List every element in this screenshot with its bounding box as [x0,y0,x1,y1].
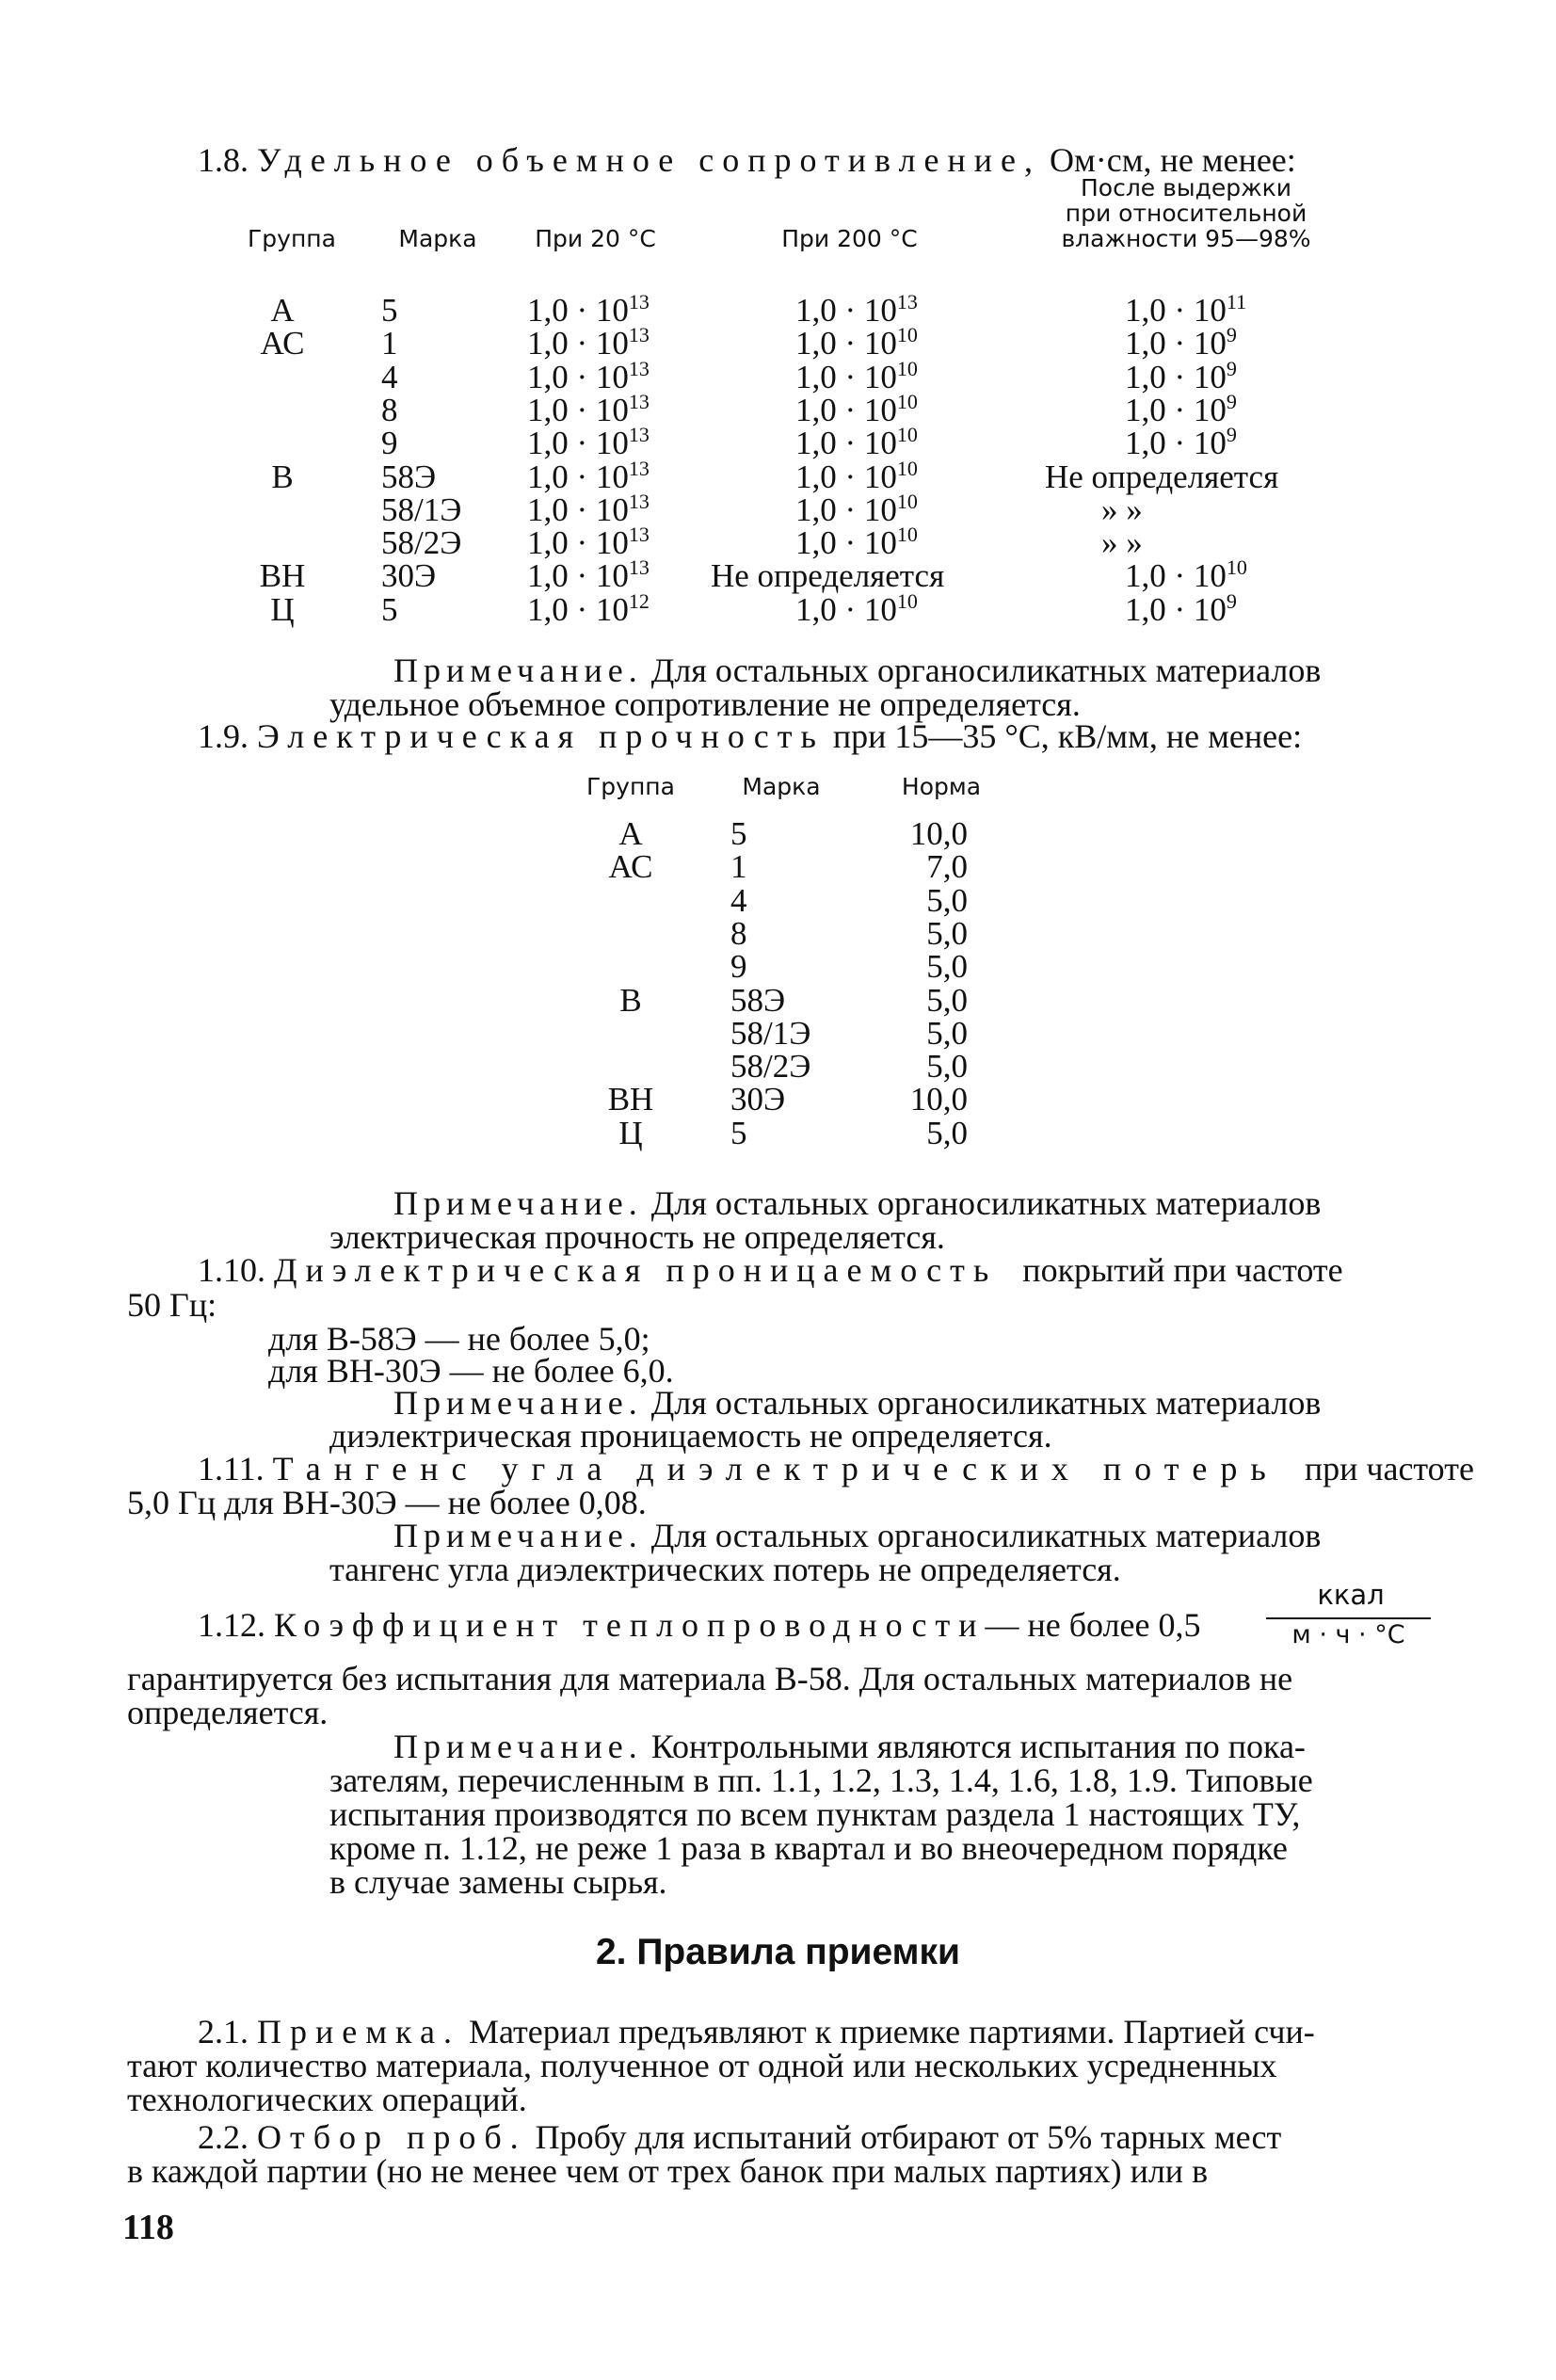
cell-norm: 5,0 [926,981,968,1019]
cell-group: Ц [270,590,295,628]
fraction-numerator: ккал [1317,1579,1385,1611]
note-1-12-line4: кроме п. 1.12, не реже 1 раза в квартал и во внеочередном порядке [329,1829,1288,1867]
cell-norm: 10,0 [909,815,968,852]
note-1-10-line2: диэлектрическая проницаемость не определяется. [329,1417,1052,1455]
cell-20c: $1,0 \cdot 10^{13}$ [527,356,650,395]
cell-group: Ц [618,1114,643,1151]
note-1-12-line2: зателям, перечисленным в пп. 1.1, 1.2, 1.3, 1.4, 1.6, 1.8, 1.9. Типовые [329,1761,1313,1799]
section-1-9-heading: 1.9. Электрическая прочность при 15—35 °С, кВ/мм, не менее: [198,717,1303,755]
cell-humidity: $1,0 \cdot 10^9$ [1125,423,1237,462]
page-number: 118 [122,2208,174,2247]
cell-humidity: $1,0 \cdot 10^9$ [1125,323,1237,362]
note-1-12-line5: в случае замены сырья. [329,1863,667,1901]
cell-humidity: $1,0 \cdot 10^9$ [1125,588,1237,628]
para-2-2-line1: 2.2. Отбор проб. Пробу для испытаний отбирают от 5% тарных мест [198,2118,1282,2156]
cell-group: В [619,981,642,1019]
cell-mark: 9 [381,425,398,462]
cell-mark: 58Э [730,981,786,1019]
cell-group: ВН [607,1081,654,1118]
cell-20c: $1,0 \cdot 10^{13}$ [527,456,650,495]
cell-mark: 4 [730,881,747,919]
cell-200c: $1,0 \cdot 10^{10}$ [795,456,918,495]
cell-mark: 5 [730,1114,747,1151]
cell-20c: $1,0 \cdot 10^{13}$ [527,423,650,462]
cell-humidity: Не определяется [1045,458,1279,495]
cell-mark: 5 [730,815,747,852]
table2-header-norm: Норма [901,773,982,800]
section-1-12-heading: 1.12. Коэффициент теплопроводности— не более 0,5 [198,1606,1201,1644]
cell-200c: $1,0 \cdot 10^{13}$ [795,290,918,329]
cell-group: АС [608,848,653,886]
para-2-1-line3: технологических операций. [127,2081,527,2118]
table-header-2: При 20 °С [535,225,656,252]
cell-200c: $1,0 \cdot 10^{10}$ [795,323,918,362]
note-1-12-line3: испытания производятся по всем пунктам раздела 1 настоящих ТУ, [329,1795,1301,1833]
cell-group: А [618,815,643,852]
cell-humidity: $1,0 \cdot 10^{11}$ [1125,290,1247,329]
cell-norm: 7,0 [926,848,968,886]
section-1-10-heading: 1.10. Диэлектрическая проницаемость покрытий при частоте [198,1251,1343,1289]
section-1-11-line2: 5,0 Гц для ВН-30Э — не более 0,08. [127,1484,647,1521]
cell-20c: $1,0 \cdot 10^{12}$ [527,588,650,628]
note-1-9-line2: электрическая прочность не определяется. [329,1218,945,1256]
cell-20c: $1,0 \cdot 10^{13}$ [527,523,650,562]
note-1-11-line2: тангенс угла диэлектрических потерь не определяется. [329,1551,1121,1588]
fraction-bar [1266,1617,1431,1619]
cell-mark: 4 [381,358,398,395]
cell-20c: $1,0 \cdot 10^{13}$ [527,290,650,329]
cell-20c: $1,0 \cdot 10^{13}$ [527,489,650,528]
cell-20c: $1,0 \cdot 10^{13}$ [527,323,650,362]
cell-mark: 58/2Э [381,524,462,562]
para-2-1-line1: 2.1. Приемка. Материал предъявляют к приемке партиями. Партией счи- [198,2013,1315,2050]
cell-group: АС [260,325,305,362]
note-1-9-line1: Примечание. Для остальных органосиликатных материалов [393,1184,1322,1222]
cell-group: В [271,458,294,495]
cell-norm: 5,0 [926,881,968,919]
cell-norm: 5,0 [926,914,968,952]
section-1-12-line3: определяется. [127,1694,329,1731]
section-1-8-heading: 1.8. Удельное объемное сопротивление, Ом·см, не менее: [198,141,1296,179]
section-1-11-heading: 1.11. Тангенс угла диэлектрических потерь при частоте [198,1450,1474,1488]
cell-200c: $1,0 \cdot 10^{10}$ [795,389,918,428]
cell-group: ВН [259,557,306,595]
cell-mark: 30Э [381,557,437,595]
cell-norm: 5,0 [926,1048,968,1085]
cell-mark: 58/2Э [730,1048,811,1085]
cell-humidity: $1,0 \cdot 10^9$ [1125,356,1237,395]
cell-mark: 5 [381,590,398,628]
cell-mark: 58Э [381,458,437,495]
note-1-12-line1: Примечание. Контрольными являются испытания по пока- [393,1728,1306,1765]
cell-200c: $1,0 \cdot 10^{10}$ [795,489,918,528]
note-1-8-line2: удельное объемное сопротивление не определяется. [329,685,1081,723]
table2-header-mark: Марка [742,773,821,800]
para-2-2-line2: в каждой партии (но не менее чем от трех банок при малых партиях) или в [127,2152,1209,2190]
cell-norm: 5,0 [926,948,968,986]
cell-mark: 58/1Э [730,1014,811,1052]
cell-humidity: » » [1101,524,1143,562]
cell-200c: $1,0 \cdot 10^{10}$ [795,588,918,628]
table2-header-group: Группа [586,773,675,800]
note-1-8-line1: Примечание. Для остальных органосиликатных материалов [393,651,1322,689]
cell-norm: 5,0 [926,1114,968,1151]
cell-mark: 9 [730,948,747,986]
cell-norm: 5,0 [926,1014,968,1052]
cell-200c: $1,0 \cdot 10^{10}$ [795,523,918,562]
cell-20c: $1,0 \cdot 10^{13}$ [527,389,650,428]
section-1-10-item1: для В-58Э — не более 5,0; [268,1320,650,1358]
cell-mark: 5 [381,292,398,329]
fraction-denominator: м · ч · °С [1291,1620,1405,1649]
cell-mark: 8 [730,914,747,952]
cell-humidity: » » [1101,490,1143,528]
cell-mark: 30Э [730,1081,786,1118]
section-1-10-item2: для ВН-30Э — не более 6,0. [268,1352,674,1390]
cell-mark: 58/1Э [381,490,462,528]
cell-200c: $1,0 \cdot 10^{10}$ [795,356,918,395]
cell-humidity: $1,0 \cdot 10^9$ [1125,389,1237,428]
para-2-1-line2: тают количество материала, полученное от одной или нескольких усредненных [127,2047,1277,2084]
cell-group: А [270,292,295,329]
cell-200c: Не определяется [711,557,945,595]
cell-20c: $1,0 \cdot 10^{13}$ [527,555,650,595]
table-header-humidity-0: После выдержки [1080,174,1292,201]
table-header-0: Группа [248,225,336,252]
section-1-12-line2: гарантируется без испытания для материала В-58. Для остальных материалов не [127,1660,1293,1697]
table-header-humidity-1: при относительной [1065,200,1307,227]
table-header-1: Марка [398,225,477,252]
cell-norm: 10,0 [909,1081,968,1118]
section-1-10-line2: 50 Гц: [127,1286,217,1324]
cell-humidity: $1,0 \cdot 10^{10}$ [1125,555,1247,595]
cell-mark: 1 [730,848,747,886]
note-1-11-line1: Примечание. Для остальных органосиликатных материалов [393,1517,1322,1554]
cell-200c: $1,0 \cdot 10^{10}$ [795,423,918,462]
table-header-3: При 200 °С [781,225,918,252]
cell-mark: 1 [381,325,398,362]
section-2-title: 2. Правила приемки [595,1932,961,1972]
note-1-10-line1: Примечание. Для остальных органосиликатных материалов [393,1384,1322,1422]
table-header-humidity-2: влажности 95—98% [1061,225,1311,252]
cell-mark: 8 [381,391,398,428]
